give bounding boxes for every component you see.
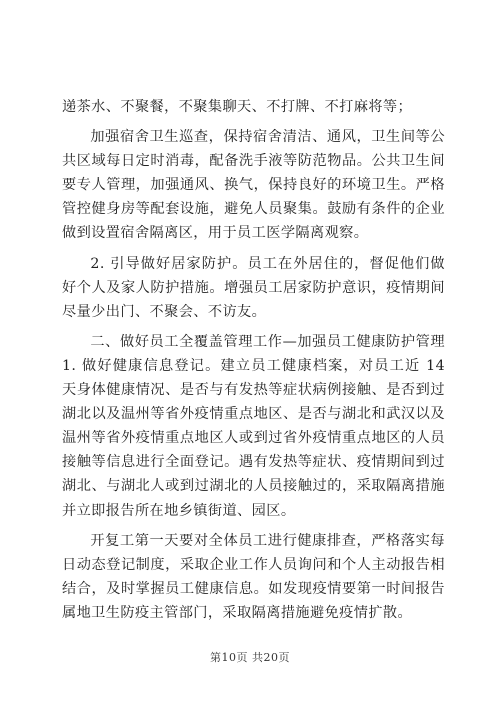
paragraph-dormitory-hygiene: 加强宿舍卫生巡查，保持宿舍清洁、通风，卫生间等公共区域每日定时消毒，配备洗手液等防范物品。公共卫生间要专人管理，加强通风、换气，保持良好的环境卫生。严格管控健身房等配套设施，避免人员聚集。鼓励有条件的企业做到设置宿舍隔离区，用于员工医学隔离观察。 (62, 129, 445, 242)
paragraph-health-registration: 二、做好员工全覆盖管理工作—加强员工健康防护管理 1. 做好健康信息登记。建立员工健康档案，对员工近 14 天身体健康情况、是否与有发热等症状病例接触、是否到过湖北以及温州等省外疫情重点地区、是否与湖北和武汉以及温州等省外疫情重点地区人或到过省外疫情重点地区的人员接触等信息进行全面登记。遇有发热等症状、疫情期间到过湖北、与湖北人或到过湖北的人员接触过的，采取隔离措施并立即报告所在地乡镇街道、园区。 (62, 333, 445, 519)
paragraph-home-protection: 2. 引导做好居家防护。员工在外居住的，督促他们做好个人及家人防护措施。增强员工居家防护意识，疫情期间尽量少出门、不聚会、不访友。 (62, 255, 445, 320)
paragraph-first-day-screening: 开复工第一天要对全体员工进行健康排查，严格落实每日动态登记制度，采取企业工作人员询问和个人主动报告相结合，及时掌握员工健康信息。如发现疫情要第一时间报告属地卫生防疫主管部门，采取隔离措施避免疫情扩散。 (62, 532, 445, 621)
page-number-footer: 第10页 共20页 (210, 651, 290, 664)
document-body (62, 95, 445, 631)
paragraph-continuation: 递茶水、不聚餐，不聚集聊天、不打牌、不打麻将等； (62, 99, 413, 115)
